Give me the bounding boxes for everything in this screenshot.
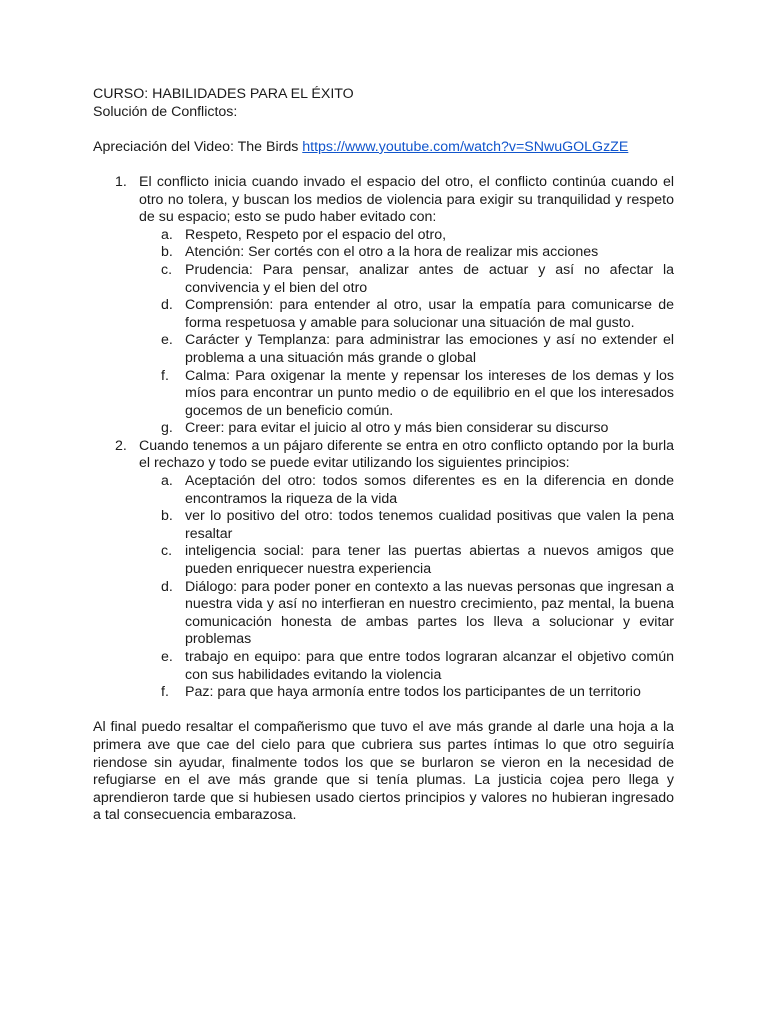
section-text: El conflicto inicia cuando invado el espacio del otro, el conflicto continúa cuando el otro no tolera, y buscan los medios de violencia para exigir su tranquilidad y respeto de su espacio; esto se pudo haber evitado con: xyxy=(139,173,674,226)
item-text: Paz: para que haya armonía entre todos los participantes de un territorio xyxy=(185,684,641,701)
list-item xyxy=(139,684,674,702)
item-letter: a. xyxy=(161,226,173,243)
sub-list xyxy=(139,227,674,438)
section-1 xyxy=(93,174,674,438)
item-text: Creer: para evitar el juicio al otro y más bien considerar su discurso xyxy=(185,420,609,437)
list-item xyxy=(139,332,674,367)
video-label: Apreciación del Video: The Birds xyxy=(93,138,303,155)
item-text: Atención: Ser cortés con el otro a la hora de realizar mis acciones xyxy=(185,244,599,261)
item-text: inteligencia social: para tener las puertas abiertas a nuevos amigos que pueden enriquecer nuestra experiencia xyxy=(185,543,674,578)
list-item xyxy=(139,244,674,262)
section-number: 1. xyxy=(115,173,127,190)
item-letter: d. xyxy=(161,578,173,595)
item-letter: a. xyxy=(161,473,173,490)
list-item xyxy=(139,368,674,421)
item-text: Comprensión: para entender al otro, usar la empatía para comunicarse de forma respetuosa y amable para solucionar una situación de mal gusto. xyxy=(185,297,674,331)
item-letter: b. xyxy=(161,244,173,261)
item-text: ver lo positivo del otro: todos tenemos cualidad positivas que valen la pena resaltar xyxy=(185,508,674,542)
item-letter: e. xyxy=(161,332,173,349)
item-letter: c. xyxy=(161,261,173,278)
item-text: Prudencia: Para pensar, analizar antes de actuar y así no afectar la convivencia y el bien del otro xyxy=(185,261,674,296)
section-text: Cuando tenemos a un pájaro diferente se entra en otro conflicto optando por la burla el rechazo y todo se puede evitar utilizando los siguientes principios: xyxy=(139,437,674,472)
main-list xyxy=(93,174,674,702)
list-item xyxy=(139,649,674,684)
item-letter: f. xyxy=(161,367,169,384)
list-item xyxy=(139,473,674,508)
spacer xyxy=(93,156,674,174)
item-text: Respeto, Respeto por el espacio del otro, xyxy=(185,226,447,243)
section-2 xyxy=(93,438,674,702)
course-title: CURSO: HABILIDADES PARA EL ÉXITO xyxy=(93,86,354,102)
document-page xyxy=(93,86,674,825)
video-link[interactable]: https://www.youtube.com/watch?v=SNwuGOLGzZE xyxy=(302,138,629,155)
item-text: trabajo en equipo: para que entre todos lograran alcanzar el objetivo común con sus habilidades evitando la violencia xyxy=(185,649,674,683)
list-item xyxy=(139,579,674,649)
spacer xyxy=(93,702,674,720)
item-letter: f. xyxy=(161,684,169,701)
video-line xyxy=(93,139,674,157)
list-item xyxy=(139,227,674,245)
spacer xyxy=(93,121,674,139)
section-number: 2. xyxy=(115,437,127,454)
list-item xyxy=(139,297,674,332)
sub-list xyxy=(139,473,674,702)
item-letter: g. xyxy=(161,420,173,437)
closing-paragraph: Al final puedo resaltar el compañerismo que tuvo el ave más grande al darle una hoja a la primera ave que cae del cielo para que cubriera sus partes íntimas lo que otro seguiría riendose sin ayudar, finalmente todos los que se burlaron se vieron en la necesidad de refugiarse en el ave más grande que si tenía plumas. La justicia cojea pero llega y aprendieron tarde que si hubiesen usado ciertos principios y valores no hubieran ingresado a tal consecuencia embarazosa. xyxy=(93,719,674,824)
item-letter: d. xyxy=(161,297,173,314)
item-text: Calma: Para oxigenar la mente y repensar los intereses de los demas y los míos para encontrar un punto medio o de equilibrio en el que los interesados gocemos de un beneficio común. xyxy=(185,367,674,419)
item-text: Diálogo: para poder poner en contexto a las nuevas personas que ingresan a nuestra vida y así no interfieran en nuestro crecimiento, paz mental, la buena comunicación honesta de ambas partes los lleva a solucionar y evitar problemas xyxy=(185,578,674,648)
list-item xyxy=(139,508,674,543)
item-letter: e. xyxy=(161,649,173,665)
item-letter: c. xyxy=(161,543,173,560)
item-letter: b. xyxy=(161,508,173,525)
list-item xyxy=(139,420,674,438)
item-text: Aceptación del otro: todos somos diferentes es en la diferencia en donde encontramos la riqueza de la vida xyxy=(185,473,674,507)
topic-subtitle: Solución de Conflictos: xyxy=(93,103,238,120)
list-item xyxy=(139,543,674,578)
item-text: Carácter y Templanza: para administrar las emociones y así no extender el problema a una situación más grande o global xyxy=(185,332,674,366)
list-item xyxy=(139,262,674,297)
